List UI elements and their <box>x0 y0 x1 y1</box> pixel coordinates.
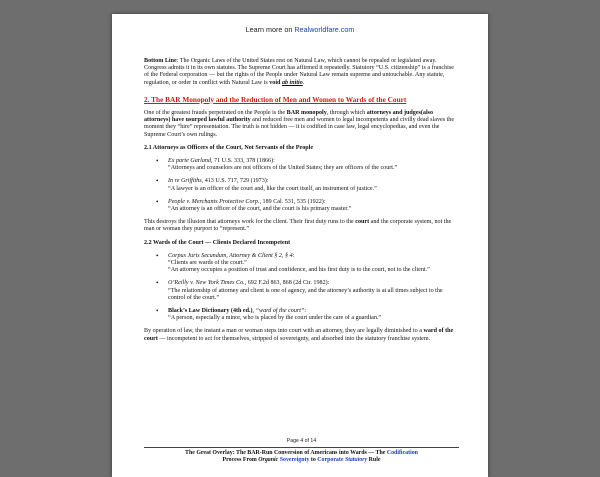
case-name: In re Griffiths <box>168 178 202 185</box>
page-footer <box>144 438 459 464</box>
list-item <box>168 178 459 192</box>
intro-a: One of the greatest frauds perpetrated on the People is the <box>144 110 287 117</box>
section-2-2-list <box>144 253 459 323</box>
list-item <box>168 199 459 213</box>
conclusion-a: This destroys the illusion that attorneys work for the client. Their first duty runs to the <box>144 219 356 226</box>
case-quote: “An attorney occupies a position of trust and confidence, and his first duty is to the court, not to the client.” <box>168 267 430 274</box>
bottom-line-label: Bottom Line <box>144 58 177 64</box>
case-name: People v. Merchants Protective Corp. <box>168 198 260 205</box>
book-term: “ward of the court” <box>255 308 305 315</box>
bottom-line-paragraph <box>144 58 459 87</box>
list-item <box>168 253 459 275</box>
case-name: Corpus Juris Secundum, Attorney & Client § 2, § 4 <box>168 252 293 259</box>
document-page <box>112 14 488 477</box>
case-cite: , 692 F.2d 863, 868 (2d Cir. 1982): <box>244 280 330 287</box>
footer-to: to <box>309 457 318 464</box>
book-colon: : <box>304 308 307 315</box>
intro-paragraph <box>144 110 459 139</box>
book-sep: , <box>252 308 256 315</box>
footer-rule-word: Rule <box>367 457 381 464</box>
intro-d: attorneys and judges(also attorneys) have usurped lawful authority <box>144 110 434 124</box>
case-name: O’Reilly v. New York Times Co. <box>168 280 245 287</box>
section-2-1-list <box>144 158 459 213</box>
case-cite: , 71 U.S. 333, 378 (1866): <box>211 158 275 165</box>
footer-rule <box>144 447 459 448</box>
case-quote: “Attorneys and counselors are not officers of the United States; they are officers of the court.” <box>168 165 398 172</box>
list-item <box>168 280 459 302</box>
page-header <box>112 26 488 33</box>
footer-codification: Codification <box>386 450 418 457</box>
section-2-1-conclusion <box>144 219 459 233</box>
footer-statutory: Statutory <box>344 457 368 464</box>
footer-line2a: Process From <box>222 457 259 464</box>
conclusion-b: ward of the court <box>144 328 454 342</box>
conclusion-c: — incompetent to act for themselves, stripped of sovereignty, and absorbed into the statutory franchise system. <box>157 335 431 342</box>
conclusion-a: By operation of law, the instant a man or woman steps into court with an attorney, they are legally diminished to a <box>144 328 424 335</box>
section-2-heading: 2. The BAR Monopoly and the Reduction of Men and Women to Wards of the Court <box>144 94 407 104</box>
section-2-2-heading: 2.2 Wards of the Court — Clients Declared Incompetent <box>144 239 291 246</box>
bottom-line-end: . <box>302 79 305 86</box>
case-quote: “Clients are wards of the court.” <box>168 260 247 267</box>
conclusion-c: and the corporate system, not the man or woman they purport to “represent.” <box>144 219 452 233</box>
footer-organic: Organic <box>258 457 279 464</box>
footer-line1a: The Great Overlay: The BAR-Run Conversion of Americans into Wards — The <box>185 450 387 457</box>
case-quote: “A lawyer is an officer of the court and, like the court itself, an instrument of justice.” <box>168 185 377 192</box>
case-name: Ex parte Garland <box>168 158 211 165</box>
page-content <box>144 58 459 349</box>
list-item <box>168 158 459 172</box>
case-cite: : <box>292 252 295 259</box>
footer-corporate: Corporate <box>317 457 344 464</box>
case-quote: “An attorney is an officer of the court, and the court is his primary master.” <box>168 206 352 213</box>
section-2-2-conclusion <box>144 328 459 342</box>
case-quote: “The relationship of attorney and client is one of agency, and the attorney’s authority is at all times subject to the control of the court.” <box>168 287 443 301</box>
footer-sovereignty: Sovereignty <box>279 457 310 464</box>
section-2-1-heading: 2.1 Attorneys as Officers of the Court, Not Servants of the People <box>144 144 314 151</box>
book-name: Black’s Law Dictionary (4th ed.) <box>168 308 253 315</box>
intro-c: , through which <box>326 110 367 117</box>
bottom-line-text: : The Organic Laws of the United States rest on Natural Law, which cannot be repealed or legislated away. Congress admits it in its own statutes. The Supreme Court has affirmed it repeatedly. Statutory “U.S. citizenship” is a franchise of the Federal corporation — but the rights of the People under Natural Law remain supreme and untouchable. Any statute, regulation, or order in conflict with Natural Law is <box>144 58 454 86</box>
header-link[interactable]: Realworldfare.com <box>294 25 355 34</box>
page-number: Page 4 of 14 <box>286 438 317 444</box>
list-item <box>168 308 459 322</box>
case-quote: “A person, especially a minor, who is placed by the court under the care of a guardian.” <box>168 315 382 322</box>
case-cite: , 413 U.S. 717, 729 (1973): <box>201 178 269 185</box>
ab-initio: ab initio <box>281 79 303 86</box>
intro-e: and reduced free men and women to legal incompetents and civilly dead slaves the moment they “hire” representation. The truth is not hidden — it is codified in case law, legal encyclopedias, and even the Supreme Court’s own rulings. <box>144 117 455 138</box>
header-prefix: Learn more on <box>245 25 295 34</box>
conclusion-b: court <box>355 219 370 226</box>
case-cite: , 189 Cal. 531, 535 (1922): <box>259 198 326 205</box>
intro-b: BAR monopoly <box>286 110 327 117</box>
footer-title <box>144 450 459 464</box>
void-word: void <box>269 79 282 86</box>
